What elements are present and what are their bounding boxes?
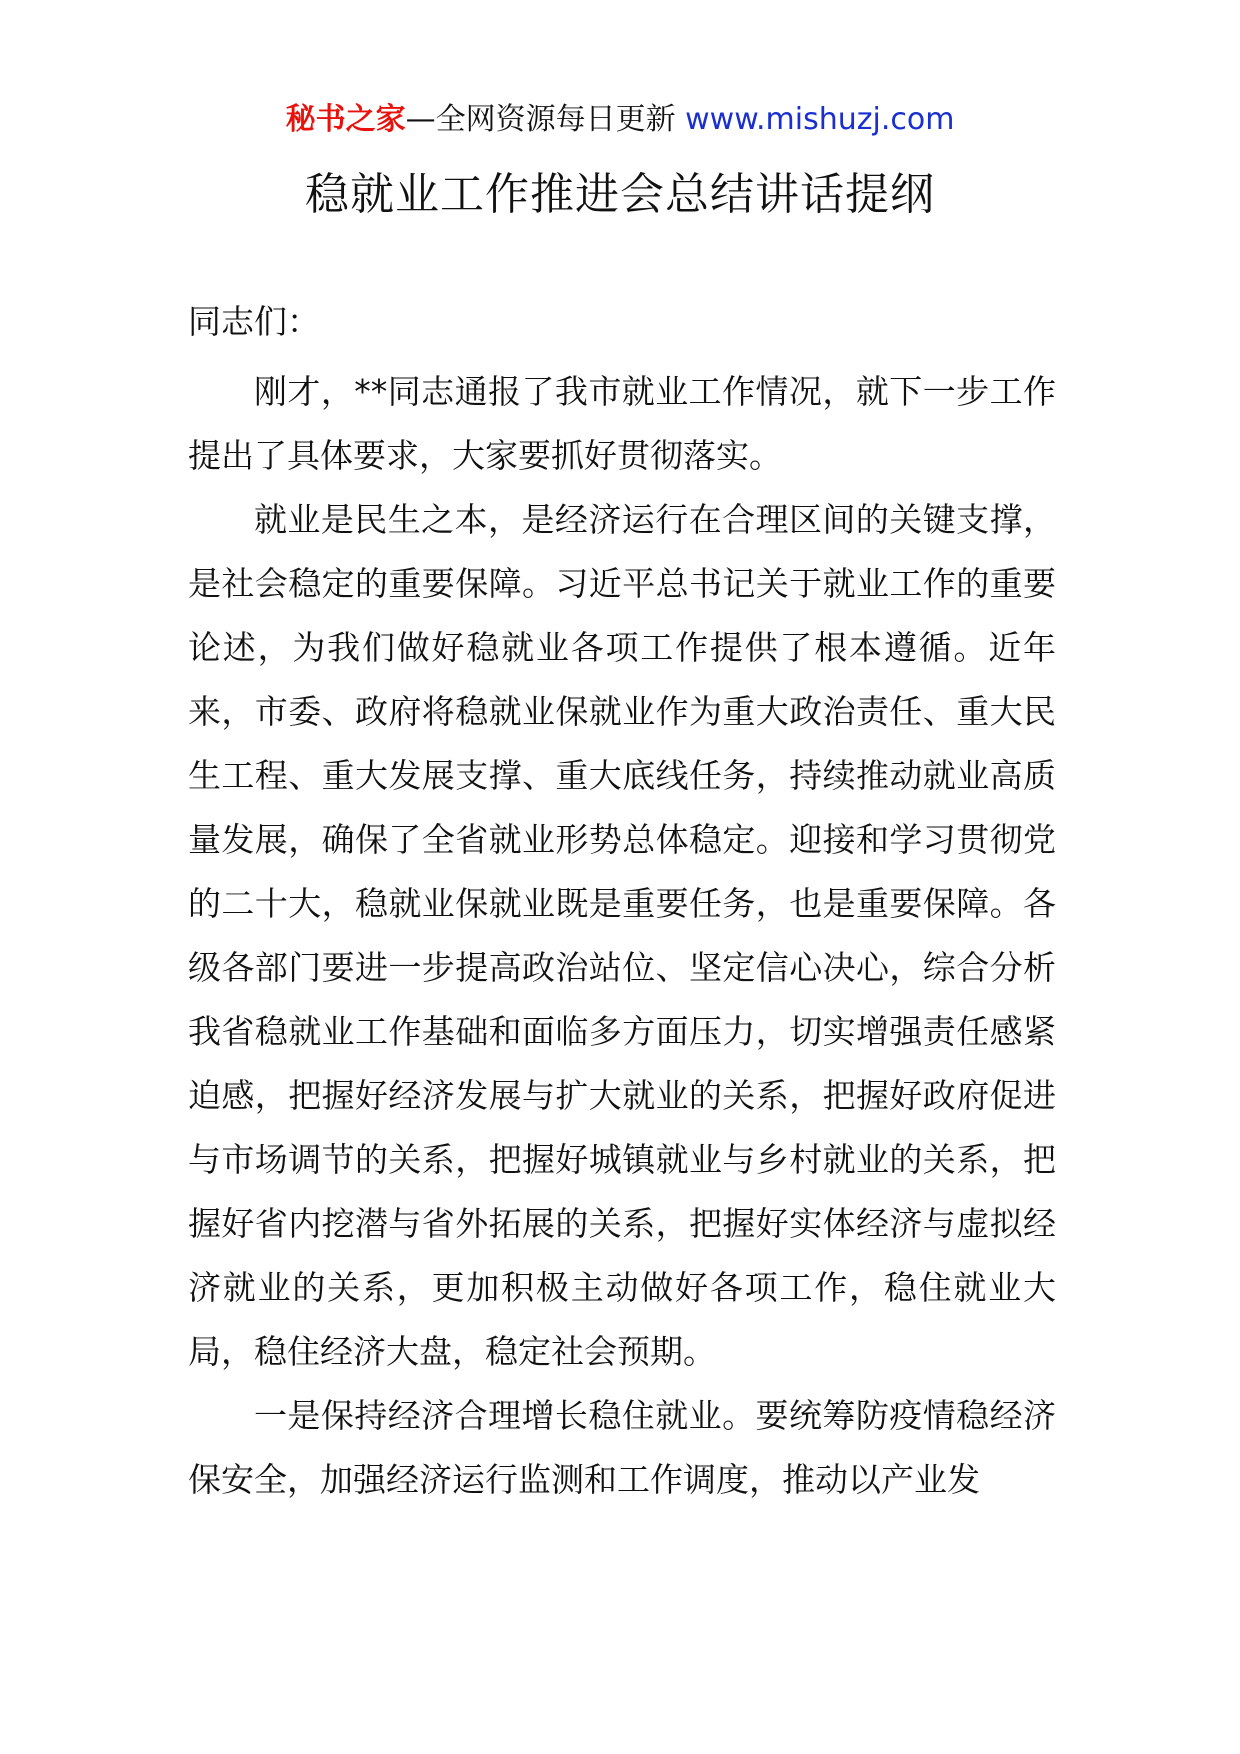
document-body	[188, 290, 1056, 1512]
salutation: 同志们：	[188, 302, 320, 341]
paragraph: 刚才，**同志通报了我市就业工作情况，就下一步工作提出了具体要求，大家要抓好贯彻落实。	[188, 372, 1056, 475]
paragraph: 一是保持经济合理增长稳住就业。要统筹防疫情稳经济保安全，加强经济运行监测和工作调度，推动以产业发	[188, 1396, 1056, 1499]
document-title: 稳就业工作推进会总结讲话提纲	[305, 169, 935, 220]
paragraph: 就业是民生之本，是经济运行在合理区间的关键支撑，是社会稳定的重要保障。习近平总书记关于就业工作的重要论述，为我们做好稳就业各项工作提供了根本遵循。近年来，市委、政府将稳就业保就业作为重大政治责任、重大民生工程、重大发展支撑、重大底线任务，持续推动就业高质量发展，确保了全省就业形势总体稳定。迎接和学习贯彻党的二十大，稳就业保就业既是重要任务，也是重要保障。各级各部门要进一步提高政治站位、坚定信心决心，综合分析我省稳就业工作基础和面临多方面压力，切实增强责任感紧迫感，把握好经济发展与扩大就业的关系，把握好政府促进与市场调节的关系，把握好城镇就业与乡村就业的关系，把握好省内挖潜与省外拓展的关系，把握好实体经济与虚拟经济就业的关系，更加积极主动做好各项工作，稳住就业大局，稳住经济大盘，稳定社会预期。	[188, 500, 1056, 1371]
header-slogan: —全网资源每日更新	[405, 102, 686, 137]
site-header	[0, 100, 1240, 140]
site-url-link[interactable]: www.mishuzj.com	[685, 102, 955, 137]
brand-name: 秘书之家	[285, 102, 406, 137]
